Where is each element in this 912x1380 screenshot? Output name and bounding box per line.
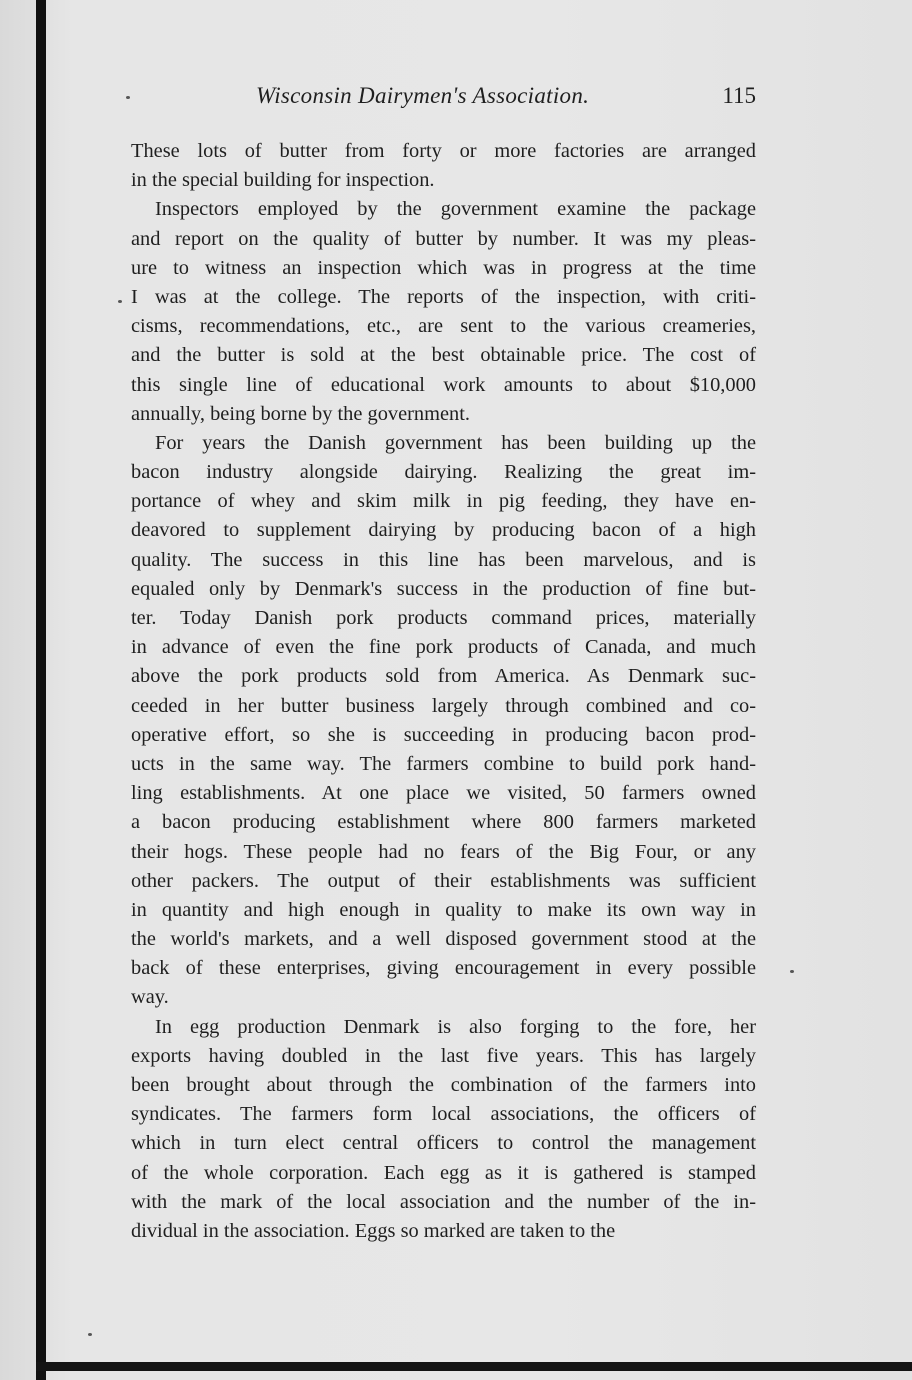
running-title: Wisconsin Dairymen's Association. [256, 83, 590, 108]
page-number: 115 [722, 83, 756, 108]
running-head [130, 83, 756, 117]
text-line: bacon industry alongside dairying. Realizing the great im- [131, 461, 756, 484]
text-line: ceeded in her butter business largely through combined and co- [131, 694, 756, 717]
text-line: deavored to supplement dairying by producing bacon of a high [131, 519, 756, 542]
print-speck [790, 970, 794, 973]
paragraph [131, 429, 756, 1013]
text-line: In egg production Denmark is also forging to the fore, her [155, 1015, 756, 1038]
text-line: in the special building for inspection. [131, 169, 435, 192]
text-line: a bacon producing establishment where 800 farmers marketed [131, 811, 756, 834]
body-text [131, 137, 756, 1246]
text-line: syndicates. The farmers form local associations, the officers of [131, 1103, 756, 1126]
text-line: the world's markets, and a well disposed government stood at the [131, 928, 756, 951]
text-line: These lots of butter from forty or more factories are arranged [131, 140, 756, 162]
text-line: which in turn elect central officers to control the management [131, 1132, 756, 1155]
paragraph [131, 137, 756, 195]
text-line: operative effort, so she is succeeding in producing bacon prod- [131, 723, 756, 746]
print-speck [118, 300, 122, 303]
text-line: ling establishments. At one place we visited, 50 farmers owned [131, 782, 756, 805]
text-line: exports having doubled in the last five years. This has largely [131, 1044, 756, 1067]
text-line: back of these enterprises, giving encouragement in every possible [131, 957, 756, 980]
text-line: annually, being borne by the government. [131, 402, 470, 425]
text-line: in quantity and high enough in quality to make its own way in [131, 898, 756, 921]
text-line: of the whole corporation. Each egg as it is gathered is stamped [131, 1161, 756, 1184]
text-line: their hogs. These people had no fears of the Big Four, or any [131, 840, 756, 863]
paragraph [131, 1013, 756, 1247]
text-line: I was at the college. The reports of the inspection, with criti- [131, 285, 756, 308]
text-line: quality. The success in this line has been marvelous, and is [131, 548, 756, 571]
text-line: portance of whey and skim milk in pig feeding, they have en- [131, 490, 756, 513]
text-line: cisms, recommendations, etc., are sent to the various creameries, [131, 315, 756, 338]
text-line: above the pork products sold from America. As Denmark suc- [131, 665, 756, 688]
page-binding-edge [36, 0, 46, 1380]
print-speck [88, 1333, 92, 1336]
text-line: been brought about through the combination of the farmers into [131, 1074, 756, 1096]
text-line: equaled only by Denmark's success in the production of fine but- [131, 577, 756, 600]
text-line: and the butter is sold at the best obtainable price. The cost of [131, 344, 756, 367]
page-bottom-edge [36, 1362, 912, 1371]
text-line: this single line of educational work amounts to about $10,000 [131, 373, 756, 396]
text-line: with the mark of the local association and the number of the in- [131, 1190, 756, 1213]
text-line: in advance of even the fine pork products of Canada, and much [131, 636, 756, 659]
text-line: other packers. The output of their establishments was sufficient [131, 869, 756, 892]
text-line: ter. Today Danish pork products command prices, materially [131, 607, 756, 629]
text-line: ucts in the same way. The farmers combine to build pork hand- [131, 752, 756, 775]
text-line: way. [131, 986, 169, 1009]
text-line: dividual in the association. Eggs so marked are taken to the [131, 1219, 616, 1242]
text-line: ure to witness an inspection which was in progress at the time [131, 256, 756, 279]
text-line: For years the Danish government has been building up the [155, 431, 756, 454]
paragraph [131, 195, 756, 429]
text-line: and report on the quality of butter by number. It was my pleas- [131, 227, 756, 250]
text-line: Inspectors employed by the government examine the package [155, 198, 756, 221]
